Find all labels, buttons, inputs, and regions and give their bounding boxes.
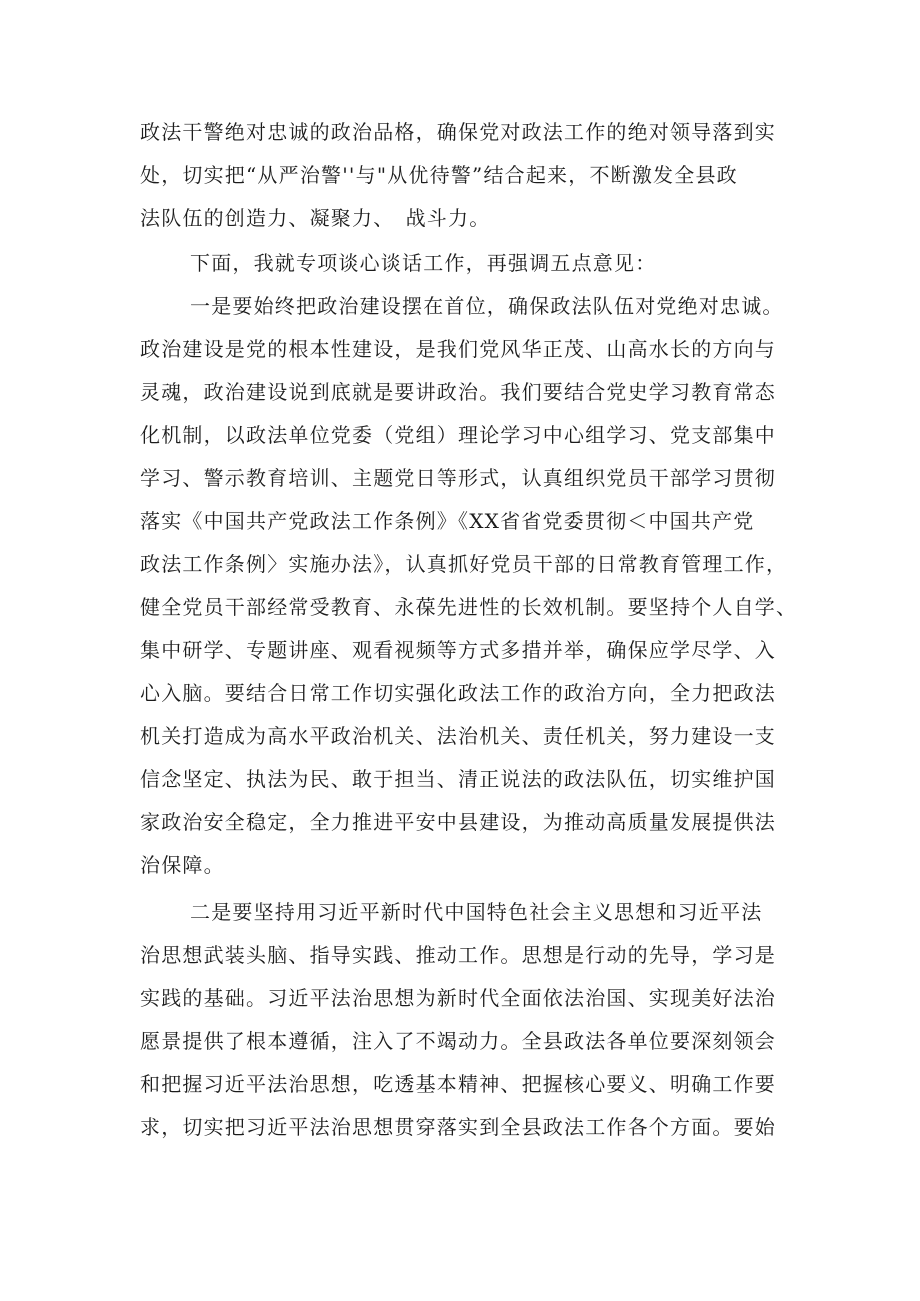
text-line: 政法干警绝对忠诚的政治品格，确保党对政法工作的绝对领导落到实 (140, 120, 776, 144)
text-line: 和把握习近平法治思想，吃透基本精神、把握核心要义、明确工作要 (140, 1072, 776, 1096)
text-line: 学习、警示教育培训、主题党日等形式，认真组织党员干部学习贯彻 (140, 466, 776, 490)
text-line: 家政治安全稳定，全力推进平安中县建设，为推动高质量发展提供法 (140, 810, 776, 834)
text-line: 处，切实把“从严治警''与"从优待警”结合起来，不断激发全县政 (140, 163, 738, 187)
text-line: 二是要坚持用习近平新时代中国特色社会主义思想和习近平法 (190, 900, 763, 924)
text-line: 机关打造成为高水平政治机关、法治机关、责任机关，努力建设一支 (140, 724, 776, 748)
text-line: 愿景提供了根本遵循，注入了不竭动力。全县政法各单位要深刻领会 (140, 1029, 776, 1053)
text-line: 政法工作条例〉实施办法》，认真抓好党员干部的日常教育管理工作， (140, 552, 788, 576)
text-line: 信念坚定、执法为民、敢于担当、清正说法的政法队伍，切实维护国 (140, 767, 776, 791)
text-line: 落实《中国共产党政法工作条例》《XX省省党委贯彻＜中国共产党 (140, 509, 755, 533)
text-line: 化机制，以政法单位党委（党组）理论学习中心组学习、党支部集中 (140, 423, 776, 447)
text-line: 实践的基础。习近平法治思想为新时代全面依法治国、实现美好法治 (140, 986, 776, 1010)
text-line: 下面，我就专项谈心谈话工作，再强调五点意见： (190, 251, 657, 275)
text-line: 健全党员干部经常受教育、永葆先进性的长效机制。要坚持个人自学、 (140, 595, 798, 619)
text-line: 治思想武装头脑、指导实践、推动工作。思想是行动的先导，学习是 (140, 943, 776, 967)
text-line: 政治建设是党的根本性建设，是我们党风华正茂、山高水长的方向与 (140, 337, 776, 361)
text-line: 心入脑。要结合日常工作切实强化政法工作的政治方向，全力把政法 (140, 681, 776, 705)
text-line: 集中研学、专题讲座、观看视频等方式多措并举，确保应学尽学、入 (140, 638, 776, 662)
text-line: 治保障。 (140, 853, 225, 877)
text-line: 一是要始终把政治建设摆在首位，确保政法队伍对党绝对忠诚。 (190, 294, 784, 318)
text-line: 法队伍的创造力、凝聚力、 战斗力。 (140, 206, 491, 230)
text-line: 求，切实把习近平法治思想贯穿落实到全县政法工作各个方面。要始 (140, 1115, 776, 1139)
text-line: 灵魂，政治建设说到底就是要讲政治。我们要结合党史学习教育常态 (140, 380, 776, 404)
